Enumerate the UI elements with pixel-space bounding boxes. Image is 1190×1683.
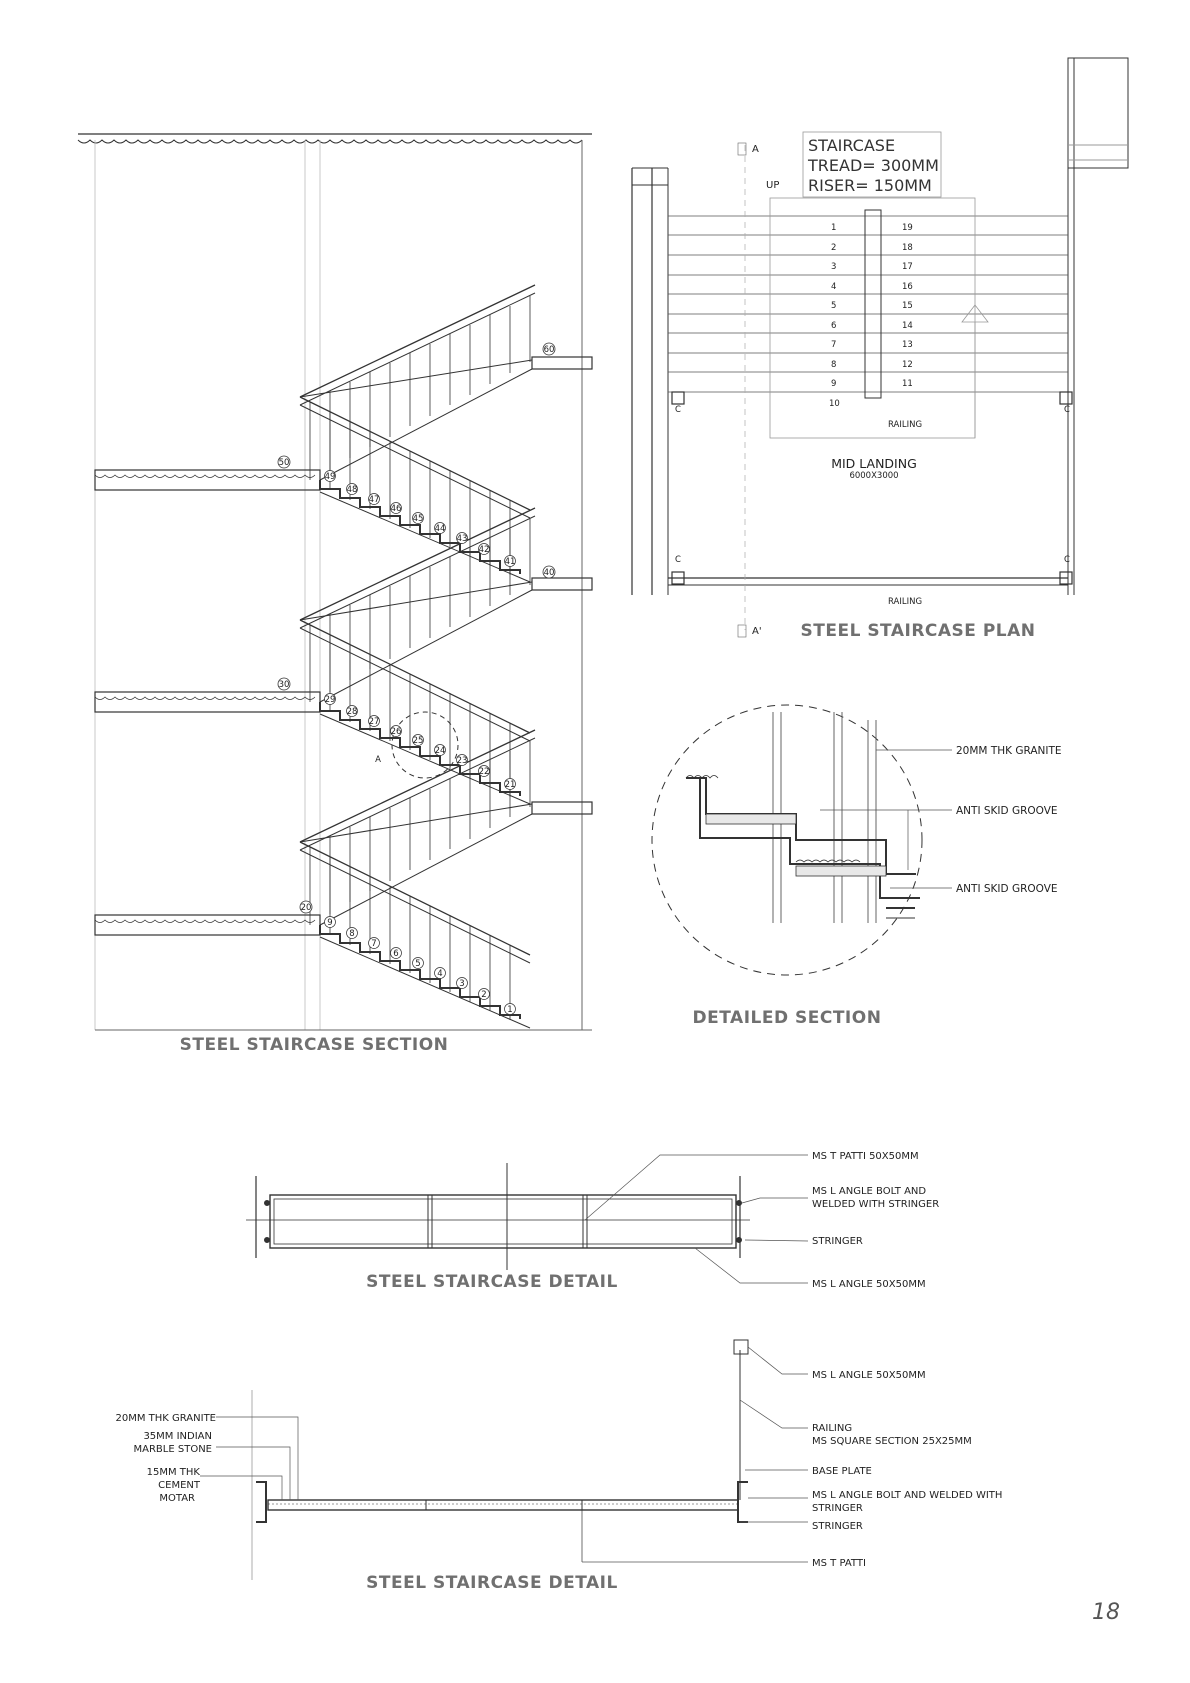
plan-labels: [675, 136, 1070, 637]
step-number: [347, 484, 358, 496]
svg-text:41: 41: [504, 557, 516, 567]
plan-step-left: 4: [831, 282, 837, 292]
step-number: [435, 523, 446, 535]
column-label: C: [1064, 555, 1070, 565]
section-title: STEEL STAIRCASE SECTION: [179, 1035, 449, 1055]
svg-text:9: 9: [327, 918, 333, 928]
landing-slab: [532, 802, 592, 814]
plan-step-left: 2: [831, 243, 837, 253]
label-t-patti: MS T PATTI: [812, 1558, 866, 1569]
roof-slab: [78, 140, 582, 143]
detailed-section-drawing: [652, 705, 952, 975]
plan-step-right: 17: [902, 262, 913, 272]
plan-step-left: 3: [831, 262, 837, 272]
svg-text:45: 45: [412, 514, 424, 524]
svg-text:6: 6: [393, 949, 399, 959]
label-base-plate: BASE PLATE: [812, 1466, 872, 1477]
step-number: [369, 716, 380, 728]
svg-text:21: 21: [504, 780, 516, 790]
svg-text:24: 24: [434, 746, 446, 756]
label-granite: 20MM THK GRANITE: [115, 1413, 216, 1424]
svg-text:46: 46: [390, 504, 402, 514]
step-number: [505, 556, 516, 568]
plan-step-right: 11: [902, 379, 913, 389]
landing-title: MID LANDING: [831, 456, 917, 471]
step-number: [413, 513, 424, 525]
label-angle-bolt: STRINGER: [812, 1503, 863, 1514]
step-number: [391, 948, 402, 960]
step-number: [391, 503, 402, 515]
label-anti-skid-groove: ANTI SKID GROOVE: [956, 883, 1058, 895]
landing-mark-60: 60: [543, 345, 555, 355]
column-label: C: [675, 405, 681, 415]
step-number: [347, 928, 358, 940]
label-mortar: 15MM THK: [146, 1467, 200, 1478]
detail-callout-circle: [392, 712, 458, 778]
label-marble: 35MM INDIAN: [143, 1431, 212, 1442]
label-stringer: STRINGER: [812, 1521, 863, 1532]
svg-text:26: 26: [390, 727, 402, 737]
svg-text:22: 22: [478, 767, 490, 777]
plan-step-right: 19: [902, 223, 913, 233]
svg-text:1: 1: [507, 1005, 513, 1015]
svg-text:8: 8: [349, 929, 355, 939]
step-number: [325, 694, 336, 706]
svg-text:48: 48: [346, 485, 358, 495]
up-label: UP: [766, 180, 780, 191]
column-label: C: [675, 555, 681, 565]
svg-text:47: 47: [368, 495, 380, 505]
section-mark-bottom: A': [752, 626, 762, 637]
detail1-labels: [812, 1151, 939, 1290]
staircase-note-line: STAIRCASE: [808, 136, 896, 155]
landing-slab: [95, 692, 320, 712]
column-marker: [1060, 392, 1072, 404]
staircase-detail-2-drawing: [200, 1340, 808, 1580]
detail-stair-profile: [686, 778, 916, 874]
svg-text:4: 4: [437, 969, 443, 979]
plan-title: STEEL STAIRCASE PLAN: [800, 621, 1036, 641]
landing-mark-20: 20: [300, 903, 312, 913]
label-angle-bolt: WELDED WITH STRINGER: [812, 1199, 940, 1210]
svg-text:25: 25: [412, 736, 424, 746]
landing-mark-40: 40: [543, 568, 555, 578]
step-number: [505, 1004, 516, 1016]
landing-slab: [95, 915, 320, 935]
svg-text:2: 2: [481, 990, 487, 1000]
landing-slab: [95, 470, 320, 490]
plan-step-left: 8: [831, 360, 837, 370]
step-number: [505, 779, 516, 791]
section-labels: [278, 343, 555, 1015]
step-number: [369, 494, 380, 506]
staircase-section-drawing: [78, 134, 592, 1030]
section-mark-top: A: [752, 144, 759, 155]
railing-label: RAILING: [888, 597, 923, 607]
label-marble: MARBLE STONE: [133, 1444, 212, 1455]
detailed-section-labels: [956, 745, 1062, 895]
step-number: [347, 706, 358, 718]
plan-step-left: 6: [831, 321, 837, 331]
plan-step-left: 7: [831, 340, 837, 350]
landing-marker: [300, 901, 312, 913]
svg-text:7: 7: [371, 939, 377, 949]
staircase-note-line: RISER= 150MM: [808, 176, 932, 195]
callout-label: A: [375, 755, 381, 765]
step-number: [435, 745, 446, 757]
label-angle-bolt: MS L ANGLE BOLT AND: [812, 1186, 927, 1197]
plan-step-right: 12: [902, 360, 913, 370]
step-number: [457, 533, 468, 545]
plan-step-right: 16: [902, 282, 913, 292]
staircase-note-line: TREAD= 300MM: [808, 156, 939, 175]
step-number: [413, 735, 424, 747]
landing-marker: [278, 456, 290, 468]
step-number: [457, 978, 468, 990]
step-number: [479, 544, 490, 556]
landing-slab: [532, 578, 592, 590]
label-l-angle: MS L ANGLE 50X50MM: [812, 1370, 926, 1381]
label-anti-skid-groove: ANTI SKID GROOVE: [956, 805, 1058, 817]
svg-text:29: 29: [324, 695, 336, 705]
svg-text:28: 28: [346, 707, 358, 717]
landing-marker: [278, 678, 290, 690]
page-number: 18: [1092, 1600, 1120, 1625]
detail2-labels: [115, 1370, 1002, 1569]
step-number: [435, 968, 446, 980]
landing-marker: [543, 566, 555, 578]
label-stringer: STRINGER: [812, 1236, 863, 1247]
step-number: [369, 938, 380, 950]
landing-slab: [532, 357, 592, 369]
detailed-section-title: DETAILED SECTION: [692, 1008, 882, 1028]
svg-text:3: 3: [459, 979, 465, 989]
landing-mark-50: 50: [278, 458, 290, 468]
svg-text:49: 49: [324, 472, 336, 482]
railing-label: RAILING: [888, 420, 923, 430]
landing-mark-30: 30: [278, 680, 290, 690]
column-marker: [672, 392, 684, 404]
plan-step-left: 10: [829, 399, 840, 409]
svg-text:5: 5: [415, 959, 421, 969]
detail1-title: STEEL STAIRCASE DETAIL: [366, 1272, 618, 1292]
column-label: C: [1064, 405, 1070, 415]
plan-central-railing: [865, 210, 881, 398]
plan-step-right: 13: [902, 340, 913, 350]
plan-step-left: 9: [831, 379, 837, 389]
svg-text:23: 23: [456, 756, 468, 766]
plan-step-right: 15: [902, 301, 913, 311]
landing-marker: [543, 343, 555, 355]
step-number: [325, 917, 336, 929]
label-railing: MS SQUARE SECTION 25X25MM: [812, 1436, 972, 1447]
label-t-patti: MS T PATTI 50X50MM: [812, 1151, 919, 1162]
step-number: [479, 989, 490, 1001]
label-l-angle: MS L ANGLE 50X50MM: [812, 1279, 926, 1290]
step-number: [457, 755, 468, 767]
landing-size: 6000X3000: [849, 471, 899, 481]
svg-text:44: 44: [434, 524, 446, 534]
step-number: [479, 766, 490, 778]
step-number: [325, 471, 336, 483]
step-number: [391, 726, 402, 738]
svg-text:43: 43: [456, 534, 468, 544]
label-mortar: CEMENT: [158, 1480, 200, 1491]
plan-step-right: 18: [902, 243, 913, 253]
label-granite: 20MM THK GRANITE: [956, 745, 1062, 757]
label-mortar: MOTAR: [159, 1493, 195, 1504]
svg-text:42: 42: [478, 545, 490, 555]
svg-text:27: 27: [368, 717, 380, 727]
plan-step-left: 1: [831, 223, 837, 233]
step-number: [413, 958, 424, 970]
plan-step-right: 14: [902, 321, 913, 331]
detail2-title: STEEL STAIRCASE DETAIL: [366, 1573, 618, 1593]
label-angle-bolt: MS L ANGLE BOLT AND WELDED WITH: [812, 1490, 1003, 1501]
plan-step-left: 5: [831, 301, 837, 311]
staircase-detail-1-drawing: [246, 1155, 808, 1283]
label-railing: RAILING: [812, 1423, 853, 1434]
